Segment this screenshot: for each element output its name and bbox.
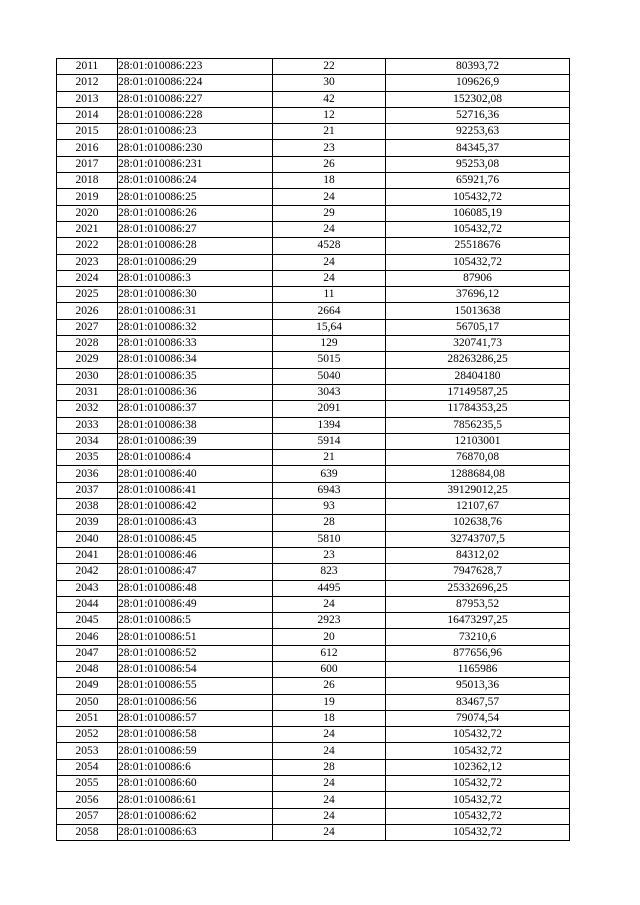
cadastral-number: 28:01:010086:61 [118,792,273,808]
cadastral-value-cell: 105432,72 [386,808,570,824]
table-row [57,580,570,596]
table-row [57,482,570,498]
table-row [57,336,570,352]
row-number: 2032 [57,401,118,417]
cadastral-number: 28:01:010086:51 [118,629,273,645]
row-number: 2021 [57,221,118,237]
row-number: 2020 [57,205,118,221]
cadastral-number: 28:01:010086:36 [118,384,273,400]
row-number: 2015 [57,124,118,140]
cadastral-value-cell: 84345,37 [386,140,570,156]
cadastral-value-cell: 65921,76 [386,173,570,189]
row-number: 2047 [57,645,118,661]
area-cell: 30 [273,75,386,91]
area-cell: 129 [273,336,386,352]
cadastral-value-cell: 15013638 [386,303,570,319]
table-row [57,140,570,156]
row-number: 2019 [57,189,118,205]
cadastral-value-cell: 105432,72 [386,824,570,840]
cadastral-value-cell: 79074,54 [386,710,570,726]
table-row [57,270,570,286]
cadastral-value-cell: 16473297,25 [386,613,570,629]
area-cell: 18 [273,710,386,726]
table-row [57,466,570,482]
table-row [57,710,570,726]
area-cell: 21 [273,124,386,140]
table-row [57,678,570,694]
cadastral-value-cell: 25518676 [386,238,570,254]
area-cell: 24 [273,189,386,205]
row-number: 2051 [57,710,118,726]
cadastral-number: 28:01:010086:24 [118,173,273,189]
area-cell: 22 [273,59,386,75]
cadastral-number: 28:01:010086:63 [118,824,273,840]
cadastral-number: 28:01:010086:231 [118,156,273,172]
table-row [57,75,570,91]
table-row [57,450,570,466]
row-number: 2017 [57,156,118,172]
row-number: 2034 [57,433,118,449]
cadastral-value-cell: 17149587,25 [386,384,570,400]
table-row [57,173,570,189]
cadastral-value-cell: 92253,63 [386,124,570,140]
row-number: 2038 [57,499,118,515]
area-cell: 93 [273,499,386,515]
table-row [57,629,570,645]
cadastral-value-cell: 102362,12 [386,759,570,775]
row-number: 2012 [57,75,118,91]
cadastral-number: 28:01:010086:33 [118,336,273,352]
cadastral-number: 28:01:010086:55 [118,678,273,694]
cadastral-number: 28:01:010086:40 [118,466,273,482]
table-row [57,613,570,629]
cadastral-number: 28:01:010086:4 [118,450,273,466]
cadastral-number: 28:01:010086:56 [118,694,273,710]
area-cell: 23 [273,547,386,563]
row-number: 2044 [57,596,118,612]
row-number: 2057 [57,808,118,824]
row-number: 2041 [57,547,118,563]
cadastral-value-cell: 105432,72 [386,792,570,808]
cadastral-value-cell: 52716,36 [386,107,570,123]
area-cell: 20 [273,629,386,645]
row-number: 2011 [57,59,118,75]
area-cell: 23 [273,140,386,156]
area-cell: 28 [273,515,386,531]
cadastral-value-cell: 7947628,7 [386,564,570,580]
cadastral-number: 28:01:010086:39 [118,433,273,449]
area-cell: 24 [273,221,386,237]
table-row [57,303,570,319]
area-cell: 11 [273,287,386,303]
cadastral-value-cell: 1288684,08 [386,466,570,482]
cadastral-number: 28:01:010086:23 [118,124,273,140]
area-cell: 24 [273,792,386,808]
cadastral-number: 28:01:010086:230 [118,140,273,156]
table-row [57,107,570,123]
row-number: 2029 [57,352,118,368]
cadastral-value-cell: 105432,72 [386,727,570,743]
table-body [57,59,570,841]
table-row [57,564,570,580]
table-row [57,433,570,449]
row-number: 2040 [57,531,118,547]
area-cell: 19 [273,694,386,710]
area-cell: 24 [273,776,386,792]
cadastral-value-cell: 105432,72 [386,776,570,792]
row-number: 2058 [57,824,118,840]
cadastral-number: 28:01:010086:228 [118,107,273,123]
row-number: 2039 [57,515,118,531]
area-cell: 21 [273,450,386,466]
area-cell: 4495 [273,580,386,596]
cadastral-value-cell: 320741,73 [386,336,570,352]
area-cell: 18 [273,173,386,189]
table-row [57,287,570,303]
row-number: 2033 [57,417,118,433]
area-cell: 24 [273,596,386,612]
row-number: 2055 [57,776,118,792]
cadastral-value-cell: 106085,19 [386,205,570,221]
table-row [57,776,570,792]
table-row [57,694,570,710]
table-row [57,352,570,368]
row-number: 2028 [57,336,118,352]
row-number: 2026 [57,303,118,319]
table-row [57,91,570,107]
cadastral-value-cell: 105432,72 [386,189,570,205]
row-number: 2037 [57,482,118,498]
row-number: 2052 [57,727,118,743]
land-plot-table [56,58,570,841]
table-row [57,499,570,515]
table-row [57,808,570,824]
cadastral-number: 28:01:010086:26 [118,205,273,221]
area-cell: 639 [273,466,386,482]
table-row [57,661,570,677]
cadastral-value-cell: 37696,12 [386,287,570,303]
row-number: 2049 [57,678,118,694]
area-cell: 15,64 [273,319,386,335]
cadastral-number: 28:01:010086:59 [118,743,273,759]
cadastral-number: 28:01:010086:34 [118,352,273,368]
cadastral-value-cell: 28404180 [386,368,570,384]
cadastral-number: 28:01:010086:60 [118,776,273,792]
area-cell: 5015 [273,352,386,368]
area-cell: 2664 [273,303,386,319]
cadastral-number: 28:01:010086:48 [118,580,273,596]
table-row [57,743,570,759]
cadastral-number: 28:01:010086:6 [118,759,273,775]
table-row [57,727,570,743]
cadastral-number: 28:01:010086:43 [118,515,273,531]
cadastral-value-cell: 83467,57 [386,694,570,710]
cadastral-value-cell: 152302,08 [386,91,570,107]
cadastral-number: 28:01:010086:45 [118,531,273,547]
cadastral-number: 28:01:010086:29 [118,254,273,270]
table-row [57,531,570,547]
area-cell: 5914 [273,433,386,449]
row-number: 2027 [57,319,118,335]
cadastral-value-cell: 877656,96 [386,645,570,661]
row-number: 2014 [57,107,118,123]
cadastral-value-cell: 39129012,25 [386,482,570,498]
cadastral-value-cell: 95013,36 [386,678,570,694]
table-row [57,645,570,661]
row-number: 2046 [57,629,118,645]
table-row [57,319,570,335]
cadastral-number: 28:01:010086:224 [118,75,273,91]
cadastral-number: 28:01:010086:227 [118,91,273,107]
area-cell: 823 [273,564,386,580]
row-number: 2025 [57,287,118,303]
cadastral-value-cell: 56705,17 [386,319,570,335]
table-row [57,238,570,254]
table-row [57,401,570,417]
area-cell: 42 [273,91,386,107]
cadastral-value-cell: 11784353,25 [386,401,570,417]
row-number: 2016 [57,140,118,156]
cadastral-value-cell: 84312,02 [386,547,570,563]
row-number: 2054 [57,759,118,775]
area-cell: 26 [273,678,386,694]
table-row [57,189,570,205]
cadastral-value-cell: 87953,52 [386,596,570,612]
cadastral-number: 28:01:010086:28 [118,238,273,254]
area-cell: 2923 [273,613,386,629]
cadastral-number: 28:01:010086:27 [118,221,273,237]
row-number: 2022 [57,238,118,254]
area-cell: 24 [273,270,386,286]
table-row [57,547,570,563]
cadastral-number: 28:01:010086:31 [118,303,273,319]
row-number: 2036 [57,466,118,482]
table-row [57,254,570,270]
row-number: 2035 [57,450,118,466]
cadastral-value-cell: 7856235,5 [386,417,570,433]
cadastral-value-cell: 12107,67 [386,499,570,515]
cadastral-number: 28:01:010086:47 [118,564,273,580]
row-number: 2031 [57,384,118,400]
cadastral-number: 28:01:010086:37 [118,401,273,417]
row-number: 2013 [57,91,118,107]
area-cell: 6943 [273,482,386,498]
cadastral-number: 28:01:010086:49 [118,596,273,612]
cadastral-value-cell: 102638,76 [386,515,570,531]
cadastral-value-cell: 1165986 [386,661,570,677]
row-number: 2043 [57,580,118,596]
row-number: 2023 [57,254,118,270]
area-cell: 24 [273,743,386,759]
row-number: 2050 [57,694,118,710]
area-cell: 12 [273,107,386,123]
area-cell: 24 [273,824,386,840]
area-cell: 2091 [273,401,386,417]
cadastral-value-cell: 76870,08 [386,450,570,466]
area-cell: 4528 [273,238,386,254]
cadastral-value-cell: 80393,72 [386,59,570,75]
area-cell: 1394 [273,417,386,433]
cadastral-value-cell: 105432,72 [386,221,570,237]
row-number: 2024 [57,270,118,286]
cadastral-number: 28:01:010086:223 [118,59,273,75]
row-number: 2056 [57,792,118,808]
cadastral-value-cell: 109626,9 [386,75,570,91]
cadastral-number: 28:01:010086:25 [118,189,273,205]
cadastral-number: 28:01:010086:54 [118,661,273,677]
row-number: 2053 [57,743,118,759]
table-row [57,759,570,775]
cadastral-value-cell: 87906 [386,270,570,286]
cadastral-number: 28:01:010086:35 [118,368,273,384]
cadastral-number: 28:01:010086:57 [118,710,273,726]
row-number: 2030 [57,368,118,384]
cadastral-value-cell: 95253,08 [386,156,570,172]
table-row [57,515,570,531]
area-cell: 5810 [273,531,386,547]
area-cell: 26 [273,156,386,172]
cadastral-value-cell: 105432,72 [386,743,570,759]
area-cell: 24 [273,727,386,743]
area-cell: 3043 [273,384,386,400]
row-number: 2048 [57,661,118,677]
cadastral-number: 28:01:010086:52 [118,645,273,661]
area-cell: 24 [273,808,386,824]
table-row [57,124,570,140]
area-cell: 612 [273,645,386,661]
table-row [57,59,570,75]
cadastral-value-cell: 28263286,25 [386,352,570,368]
row-number: 2018 [57,173,118,189]
cadastral-number: 28:01:010086:46 [118,547,273,563]
area-cell: 600 [273,661,386,677]
table-row [57,368,570,384]
area-cell: 28 [273,759,386,775]
cadastral-number: 28:01:010086:5 [118,613,273,629]
cadastral-value-cell: 32743707,5 [386,531,570,547]
cadastral-number: 28:01:010086:30 [118,287,273,303]
table-row [57,596,570,612]
row-number: 2045 [57,613,118,629]
table-row [57,384,570,400]
area-cell: 24 [273,254,386,270]
table-row [57,792,570,808]
table-row [57,824,570,840]
table-row [57,221,570,237]
cadastral-value-cell: 25332696,25 [386,580,570,596]
cadastral-value-cell: 105432,72 [386,254,570,270]
cadastral-number: 28:01:010086:32 [118,319,273,335]
table-row [57,417,570,433]
area-cell: 29 [273,205,386,221]
table-row [57,205,570,221]
cadastral-number: 28:01:010086:58 [118,727,273,743]
cadastral-number: 28:01:010086:38 [118,417,273,433]
cadastral-number: 28:01:010086:62 [118,808,273,824]
area-cell: 5040 [273,368,386,384]
table-row [57,156,570,172]
cadastral-number: 28:01:010086:3 [118,270,273,286]
row-number: 2042 [57,564,118,580]
cadastral-number: 28:01:010086:42 [118,499,273,515]
cadastral-value-cell: 73210,6 [386,629,570,645]
cadastral-number: 28:01:010086:41 [118,482,273,498]
cadastral-value-cell: 12103001 [386,433,570,449]
